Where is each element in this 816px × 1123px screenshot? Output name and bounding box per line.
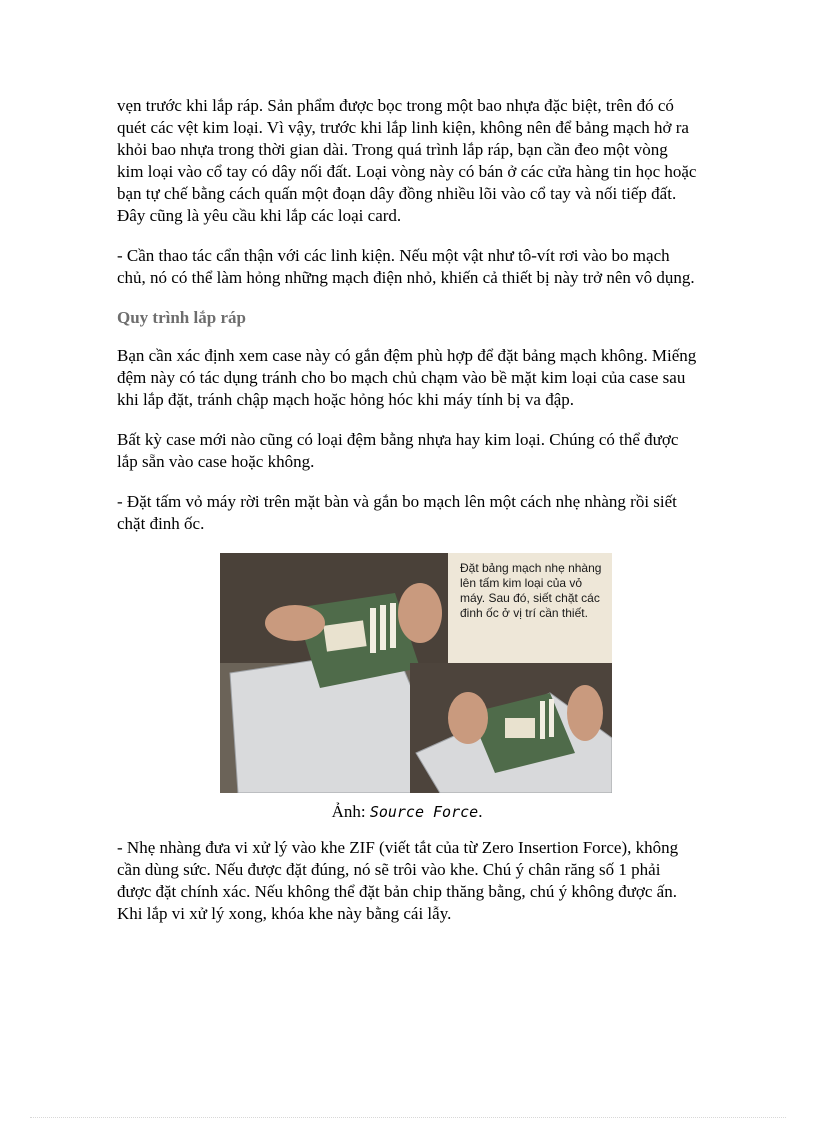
caption-prefix: Ảnh:	[331, 802, 370, 821]
motherboard-photo	[220, 553, 612, 793]
section-heading: Quy trình lắp ráp	[117, 308, 246, 327]
caption-source: Source Force	[369, 803, 479, 821]
paragraph-spacer-types: Bất kỳ case mới nào cũng có loại đệm bằng nhựa hay kim loại. Chúng có thể được lắp sẵn vào case hoặc không.	[117, 430, 679, 471]
paragraph-standoffs: Bạn cần xác định xem case này có gắn đệm phù hợp để đặt bảng mạch không. Miếng đệm này có tác dụng tránh cho bo mạch chủ chạm vào bề mặt kim loại của case sau khi lắp đặt, tránh chập mạch hoặc hỏng hóc khi máy tính bị va đập.	[117, 346, 697, 409]
paragraph-caution: - Cần thao tác cẩn thận với các linh kiện. Nếu một vật như tô-vít rơi vào bo mạch chủ, nó có thể làm hỏng những mạch điện nhỏ, khiến cả thiết bị này trở nên vô dụng.	[117, 246, 695, 287]
paragraph-intro: vẹn trước khi lắp ráp. Sản phẩm được bọc trong một bao nhựa đặc biệt, trên đó có quét các vệt kim loại. Vì vậy, trước khi lắp linh kiện, không nên để bảng mạch hở ra khỏi bao nhựa trong thời gian dài. Trong quá trình lắp ráp, bạn cần đeo một vòng kim loại vào cổ tay có dây nối đất. Loại vòng này có bán ở các cửa hàng tin học hoặc bạn tự chế bằng cách quấn một đoạn dây đồng nhiều lõi vào cổ tay và nối tiếp đất. Đây cũng là yêu cầu khi lắp các loại card.	[117, 96, 697, 225]
paragraph-cpu-install: - Nhẹ nhàng đưa vi xử lý vào khe ZIF (viết tắt của từ Zero Insertion Force), không cần dùng sức. Nếu được đặt đúng, nó sẽ trôi vào khe. Chú ý chân răng số 1 phải được đặt chính xác. Nếu không thể đặt bản chip thăng bằng, chú ý không được ấn. Khi lắp vi xử lý xong, khóa khe này bằng cái lẫy.	[117, 838, 679, 923]
figure	[117, 553, 697, 823]
document-page	[117, 95, 697, 943]
page-bottom-rule	[30, 1117, 786, 1118]
photo-inset-text: Đặt bảng mạch nhẹ nhàng lên tấm kim loại của vỏ máy. Sau đó, siết chặt các đinh ốc ở vị trí cần thiết.	[460, 561, 602, 620]
paragraph-mount-board: - Đặt tấm vỏ máy rời trên mặt bàn và gắn bo mạch lên một cách nhẹ nhàng rồi siết chặt đinh ốc.	[117, 492, 677, 533]
figure-caption	[117, 801, 697, 823]
caption-suffix: .	[478, 802, 483, 821]
